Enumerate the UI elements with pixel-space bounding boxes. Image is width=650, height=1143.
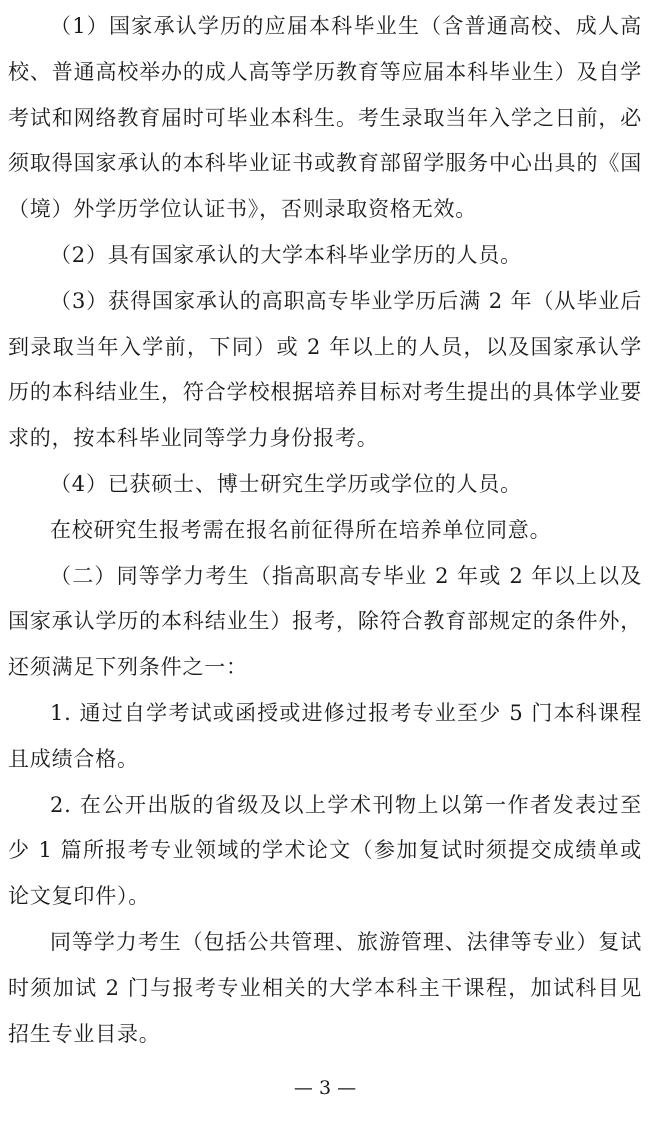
paragraph-condition-2: 2. 在公开出版的省级及以上学术刊物上以第一作者发表过至少 1 篇所报考专业领域的学术论文（参加复试时须提交成绩单或论文复印件）。: [8, 792, 642, 909]
paragraph-eligibility-4: （4）已获硕士、博士研究生学历或学位的人员。: [50, 471, 522, 496]
paragraph-equivalent-education: （二）同等学力考生（指高职高专毕业 2 年或 2 年以上以及国家承认学历的本科结业生）报考，除符合教育部规定的条件外，还须满足下列条件之一：: [8, 563, 642, 680]
paragraph-additional-exams: 同等学力考生（包括公共管理、旅游管理、法律等专业）复试时须加试 2 门与报考专业相关的大学本科主干课程，加试科目见招生专业目录。: [8, 929, 642, 1046]
body-text: [8, 4, 642, 1057]
paragraph-eligibility-2: （2）具有国家承认的大学本科毕业学历的人员。: [50, 242, 522, 267]
paragraph-condition-1: 1. 通过自学考试或函授或进修过报考专业至少 5 门本科课程且成绩合格。: [8, 700, 642, 771]
page-number: — 3 —: [293, 1077, 357, 1099]
paragraph-eligibility-3: （3）获得国家承认的高职高专毕业学历后满 2 年（从毕业后到录取当年入学前，下同）或 2 年以上的人员，以及国家承认学历的本科结业生，符合学校根据培养目标对考生提出的具体学业要求的，按本科毕业同等学力身份报考。: [8, 288, 642, 451]
paragraph-enrolled-students: 在校研究生报考需在报名前征得所在培养单位同意。: [50, 517, 552, 542]
paragraph-eligibility-1: （1）国家承认学历的应届本科毕业生（含普通高校、成人高校、普通高校举办的成人高等学历教育等应届本科毕业生）及自学考试和网络教育届时可毕业本科生。考生录取当年入学之日前，必须取得国家承认的本科毕业证书或教育部留学服务中心出具的《国（境）外学历学位认证书》，否则录取资格无效。: [8, 14, 642, 222]
